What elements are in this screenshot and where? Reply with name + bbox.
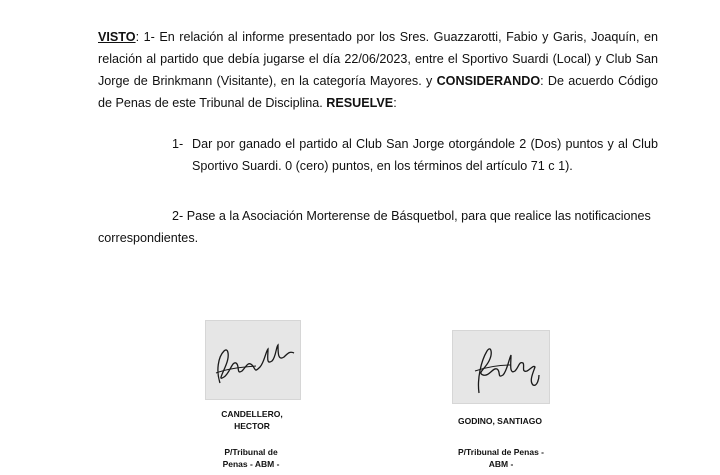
resolution-number: 2- — [172, 209, 184, 223]
signer-role-candellero: P/Tribunal de Penas - ABM - — [222, 447, 280, 469]
resuelve-colon: : — [393, 96, 397, 110]
signature-scribble-icon — [206, 321, 300, 399]
signer-role-godino: P/Tribunal de Penas - ABM - — [458, 447, 544, 469]
resolution-item-2 — [98, 205, 658, 249]
resolution-number: 1- — [172, 137, 184, 151]
resuelve-label: RESUELVE — [326, 96, 394, 110]
resolution-text: Pase a la Asociación Morterense de Básquetbol, para que realice las notificaciones correspondientes. — [98, 209, 651, 245]
visto-paragraph — [98, 26, 658, 114]
resolution-text: Dar por ganado el partido al Club San Jorge otorgándole 2 (Dos) puntos y al Club Sportivo Suardi. 0 (cero) puntos, en los términos del artículo 71 c 1). — [192, 137, 658, 173]
signer-name-godino: GODINO, SANTIAGO — [457, 416, 543, 426]
considerando-text: : De acuerdo Código de Penas de este Tribunal de Disciplina. — [98, 74, 658, 110]
signature-scribble-icon — [453, 331, 549, 403]
visto-text: : 1- En relación al informe presentado por los Sres. Guazzarotti, Fabio y Garis, Joaquín, en relación al partido que debía jugarse el día 22/06/2023, entre el Sportivo Suardi (Local) y Club San Jorge de Brinkmann (Visitante), en la categoría Mayores. y — [98, 30, 658, 88]
signer-name-candellero: CANDELLERO, HECTOR — [221, 409, 283, 431]
resolution-item-1 — [172, 133, 658, 177]
signature-image-candellero — [205, 320, 301, 400]
considerando-label: CONSIDERANDO — [436, 74, 541, 88]
visto-label: VISTO — [98, 30, 136, 44]
signature-image-godino — [452, 330, 550, 404]
